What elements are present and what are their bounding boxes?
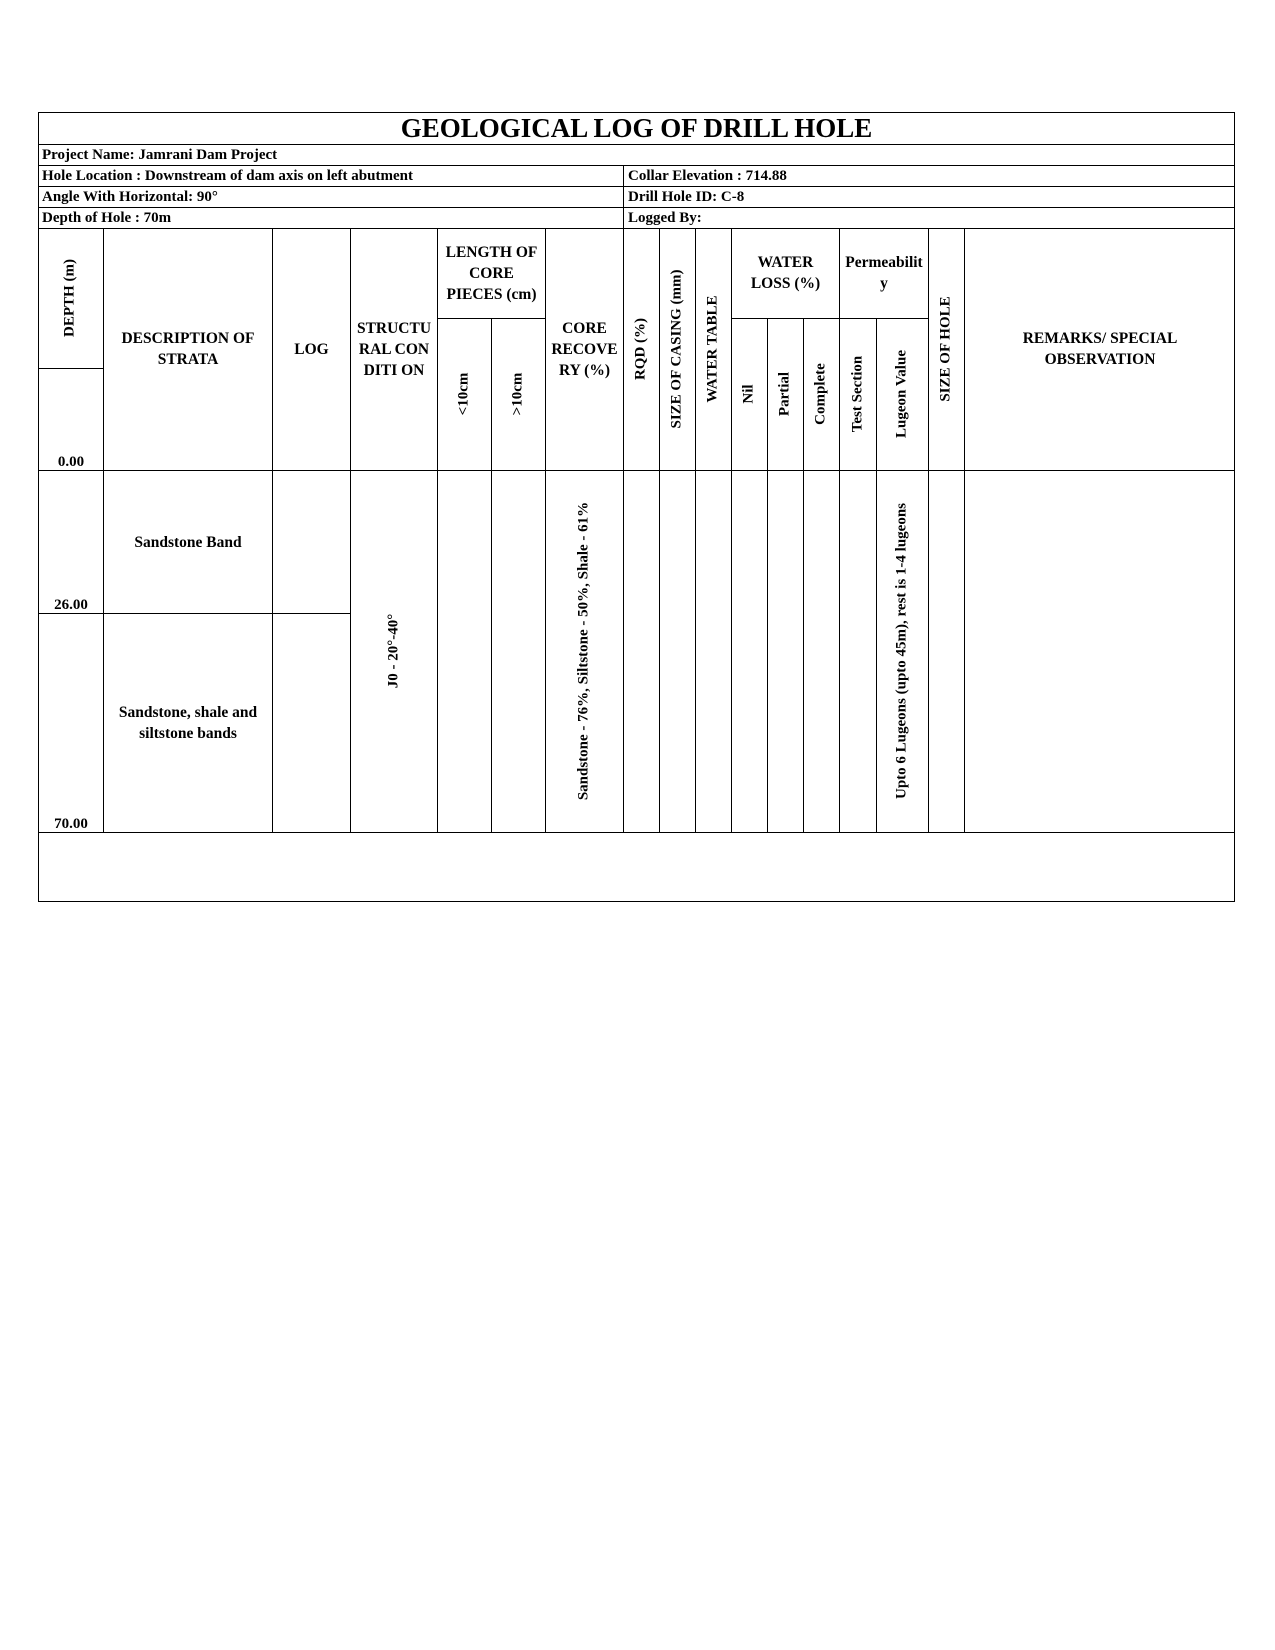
depth-of-hole: Depth of Hole : 70m — [42, 210, 172, 226]
header-rqd: RQD (%) — [632, 317, 649, 381]
logged-by: Logged By: — [628, 210, 702, 226]
divider — [623, 165, 624, 228]
drill-log-sheet — [38, 112, 1235, 902]
drill-hole-id: Drill Hole ID: C-8 — [628, 189, 745, 205]
depth-mid: 26.00 — [54, 597, 88, 613]
header-structural: STRUCTU RAL CONDITI ON — [356, 319, 432, 379]
col-line — [876, 318, 877, 832]
col-line — [803, 318, 804, 832]
divider — [38, 832, 1235, 833]
project-name: Project Name: Jamrani Dam Project — [42, 147, 278, 163]
strata-description: Sandstone, shale and siltstone bands — [118, 704, 258, 742]
depth-end: 70.00 — [54, 816, 88, 832]
angle-horizontal: Angle With Horizontal: 90° — [42, 189, 218, 205]
col-line — [928, 228, 929, 832]
header-description: DESCRIPTION OF STRATA — [121, 330, 255, 368]
structural-condition: J0 - 20°-40° — [385, 613, 402, 689]
header-partial: Partial — [776, 371, 793, 417]
col-line — [767, 318, 768, 832]
lugeon-value: Upto 6 Lugeons (upto 45m), rest is 1-4 lugeons — [893, 503, 910, 799]
header-water-loss: WATER LOSS (%) — [750, 254, 821, 292]
collar-elevation: Collar Elevation : 714.88 — [628, 168, 787, 184]
col-line — [491, 318, 492, 832]
header-complete: Complete — [812, 363, 829, 425]
header-depth: DEPTH (m) — [61, 259, 78, 337]
header-lugeon: Lugeon Value — [893, 350, 910, 438]
header-size-hole: SIZE OF HOLE — [937, 296, 954, 402]
header-test-section: Test Section — [849, 355, 866, 433]
divider — [38, 368, 103, 369]
header-gt10: >10cm — [509, 372, 526, 416]
header-water-table: WATER TABLE — [704, 295, 721, 403]
divider — [731, 318, 928, 319]
depth-start: 0.00 — [57, 454, 85, 470]
col-line — [623, 228, 624, 832]
strata-description: Sandstone Band — [134, 533, 242, 551]
core-recovery-value: Sandstone - 76%, Siltstone - 50%, Shale - 61% — [575, 501, 592, 801]
header-length-core: LENGTH OF CORE PIECES (cm) — [445, 243, 538, 303]
log-title: GEOLOGICAL LOG OF DRILL HOLE — [400, 113, 873, 143]
col-line — [695, 228, 696, 832]
header-core-recovery: CORE RECOVE RY (%) — [551, 319, 618, 379]
col-line — [659, 228, 660, 832]
header-nil: Nil — [740, 384, 757, 404]
divider — [437, 318, 545, 319]
header-lt10: <10cm — [455, 372, 472, 416]
header-log: LOG — [294, 340, 329, 358]
hole-location: Hole Location : Downstream of dam axis on left abutment — [42, 168, 413, 184]
header-casing: SIZE OF CASING (mm) — [668, 269, 685, 429]
header-remarks: REMARKS/ SPECIAL OBSERVATION — [1022, 330, 1178, 368]
header-permeability: Permeabilit y — [845, 254, 923, 292]
